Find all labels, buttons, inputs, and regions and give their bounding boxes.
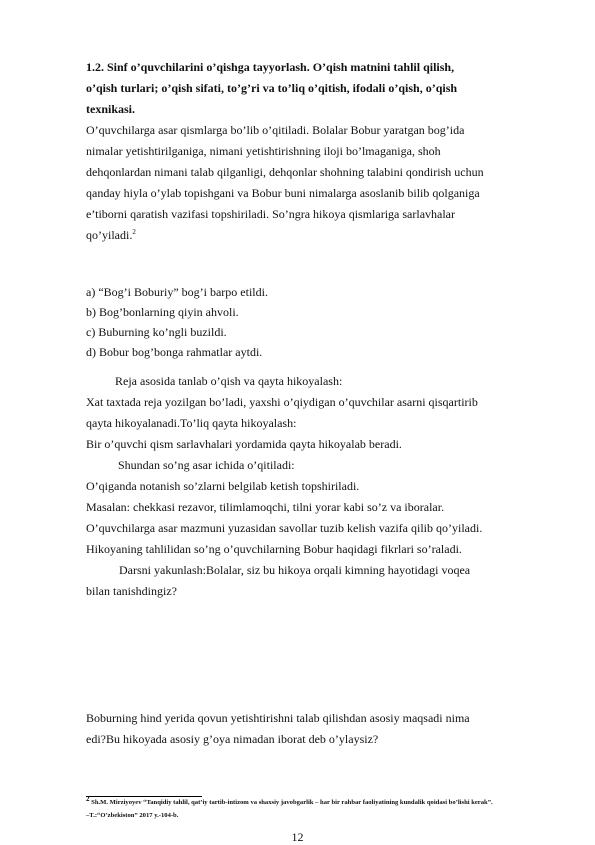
text-line: Reja asosida tanlab o’qish va qayta hikoyalash: — [115, 374, 343, 388]
footnote-separator — [86, 796, 202, 797]
text-fragment: qo’yiladi. — [86, 228, 133, 242]
text-line: O’quvchilarga asar qismlarga bo’lib o’qitiladi. Bolalar Bobur yaratgan bog’ida — [86, 123, 465, 137]
text-line: e’tiborni qaratish vazifasi topshiriladi. So’ngra hikoya qismlariga sarlavhalar — [86, 207, 456, 221]
text-line: Masalan: chekkasi rezavor, tilimlamoqchi, tilni yorar kabi so’z va iboralar. — [86, 500, 445, 514]
text-line: Boburning hind yerida qovun yetishtirishni talab qilishdan asosiy maqsadi nima — [86, 711, 470, 725]
intro-paragraph — [86, 120, 556, 246]
text-line: dehqonlardan nimani talab qilganligi, dehqonlar shohning talabini qondirish uchun — [86, 165, 484, 179]
page-number: 12 — [291, 830, 304, 844]
list-item: c) Buburning ko’ngli buzildi. — [86, 325, 227, 339]
list-item: d) Bobur bog’bonga rahmatlar aytdi. — [86, 345, 263, 359]
footnote — [86, 795, 586, 820]
list-item: b) Bog’bonlarning qiyin ahvoli. — [86, 305, 239, 319]
footnote-line — [86, 795, 586, 807]
text-line: O’quvchilarga asar mazmuni yuzasidan savollar tuzib kelish vazifa qilib qo’yiladi. — [86, 521, 483, 535]
footnote-line: –T.:“O’zbekiston” 2017 y.-104-b. — [86, 812, 179, 820]
footnote-reference: 2 — [132, 228, 136, 236]
headings-list — [86, 282, 556, 362]
text-line: nimalar yetishtirilganiga, nimani yetishtirishning iloji bo’lmaganiga, shoh — [86, 144, 441, 158]
text-line: edi?Bu hikoyada asosiy g’oya nimadan iborat deb o’ylaysiz? — [86, 732, 379, 746]
text-line: Shundan so’ng asar ichida o’qitiladi: — [118, 458, 295, 472]
question-paragraph — [86, 708, 556, 750]
heading-line: 1.2. Sinf o’quvchilarini o’qishga tayyorlash. O’qish matnini tahlil qilish, — [86, 60, 455, 74]
text-line: bilan tanishdingiz? — [86, 584, 177, 598]
text-line: Darsni yakunlash:Bolalar, siz bu hikoya orqali kimning hayotidagi voqea — [119, 563, 471, 577]
section-heading — [86, 57, 556, 120]
footnote-number: 2 — [86, 795, 90, 803]
list-item: a) “Bog’i Boburiy” bog’i barpo etildi. — [86, 285, 268, 299]
heading-line: texnikasi. — [86, 102, 136, 116]
footnote-text: Sh.M. Mirziyoyev “Tanqidiy tahlil, qat’iy tartib-intizom va shaxsiy javobgarlik – har bir rahbar faoliyatining kundalik qoidasi bo’lishi kerak”. — [91, 799, 493, 807]
text-line: qayta hikoyalanadi.To’liq qayta hikoyalash: — [86, 416, 297, 430]
text-line: Bir o’quvchi qism sarlavhalari yordamida qayta hikoyalab beradi. — [86, 437, 402, 451]
text-line: O’qiganda notanish so’zlarni belgilab ketish topshiriladi. — [86, 479, 360, 493]
text-line: qanday hiyla o’ylab topishgani va Bobur buni nimalarga asoslanib bilib qolganiga — [86, 186, 480, 200]
heading-line: o’qish turlari; o’qish sifati, to’g’ri va to’liq o’qitish, ifodali o’qish, o’qish — [86, 81, 458, 95]
text-line — [86, 225, 556, 246]
text-line: Hikoyaning tahlilidan so’ng o’quvchilarning Bobur haqidagi fikrlari so’raladi. — [86, 542, 462, 556]
text-line: Xat taxtada reja yozilgan bo’ladi, yaxshi o’qiydigan o’quvchilar asarni qisqartirib — [86, 395, 478, 409]
method-paragraph — [86, 371, 556, 602]
